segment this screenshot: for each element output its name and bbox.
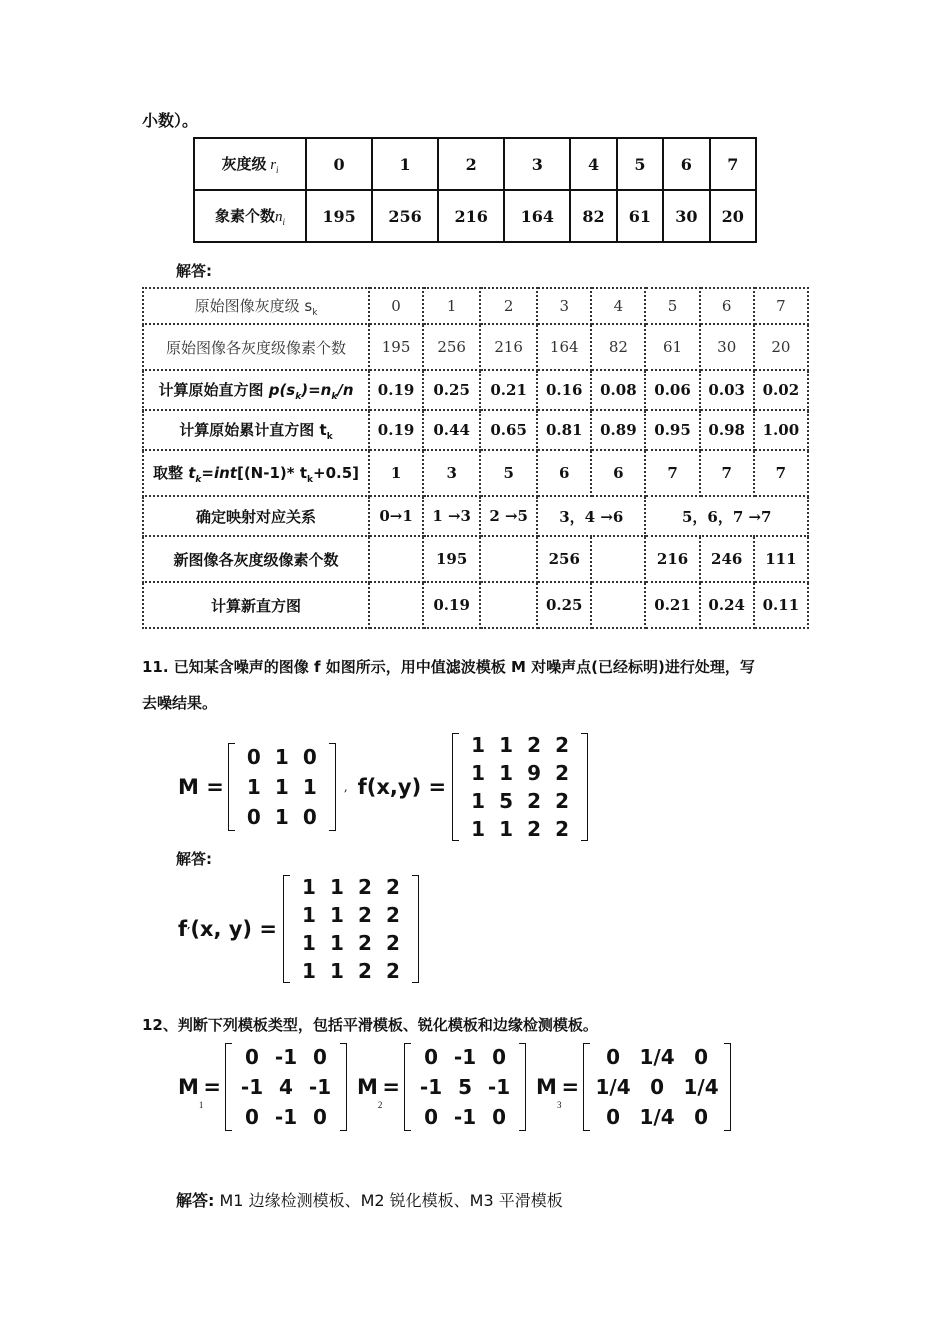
intro-text: 小数）。 — [142, 111, 199, 130]
matrix-grid — [295, 875, 407, 983]
table-cell: 216 — [480, 324, 537, 370]
table-cell: 5 — [645, 288, 699, 324]
matrix-body — [283, 875, 419, 983]
table-cell: 0.65 — [480, 410, 537, 450]
matrix-cell: 1 — [329, 959, 344, 983]
table-cell — [369, 536, 423, 582]
table-cell: 6 — [537, 450, 591, 496]
matrix-cell: 2 — [357, 931, 372, 955]
matrix-cell: 1 — [274, 775, 289, 799]
table-cell: 0.21 — [480, 370, 537, 410]
matrix-cell: 0 — [245, 1105, 259, 1129]
matrix-cell: 4 — [279, 1075, 293, 1099]
matrix-cell: 0 — [246, 805, 261, 829]
table-cell: 7 — [754, 450, 808, 496]
matrix-cell: 2 — [555, 733, 570, 757]
matrix-cell: 2 — [555, 761, 570, 785]
table-cell: 0.25 — [537, 582, 591, 628]
table-cell: 20 — [710, 190, 756, 242]
row-header: 计算新直方图 — [143, 582, 369, 628]
table-cell: 0 — [369, 288, 423, 324]
table-cell: 0.89 — [591, 410, 645, 450]
question-12-text: 12、判断下列模板类型，包括平滑模板、锐化模板和边缘检测模板。 — [142, 1016, 598, 1034]
matrix-f-prime — [178, 875, 419, 983]
table-cell: 0.95 — [645, 410, 699, 450]
table-cell — [480, 536, 537, 582]
table-cell: 0.24 — [700, 582, 754, 628]
matrix-grid — [591, 1045, 723, 1129]
matrix-cell: 1/4 — [639, 1045, 675, 1069]
matrix-label: f(x,y) = — [357, 775, 447, 799]
table-cell: 0→1 — [369, 496, 423, 536]
matrix-cell: 2 — [527, 789, 542, 813]
row-header: 新图像各灰度级像素个数 — [143, 536, 369, 582]
table-cell: 2 →5 — [480, 496, 537, 536]
matrix-cell: 9 — [527, 761, 542, 785]
matrix-cell: 1 — [329, 875, 344, 899]
matrix-label: $M_3=$ — [536, 1075, 580, 1110]
matrix-label: $M_1=$ — [178, 1075, 222, 1110]
matrix-cell: 1 — [301, 903, 316, 927]
table-row — [143, 370, 808, 410]
matrix-cell: 0 — [302, 805, 317, 829]
table-cell: 3 — [423, 450, 480, 496]
matrix-cell: 2 — [357, 959, 372, 983]
table-row — [143, 288, 808, 324]
matrix-label: $M_2=$ — [357, 1075, 401, 1110]
table-cell: 1 →3 — [423, 496, 480, 536]
matrix-cell: 1 — [499, 761, 514, 785]
table-cell: 6 — [700, 288, 754, 324]
matrix-cell: 2 — [385, 903, 400, 927]
matrix-cell: 1/4 — [595, 1075, 631, 1099]
matrix-cell: 2 — [357, 903, 372, 927]
matrix-cell: 1 — [329, 903, 344, 927]
table-cell — [369, 582, 423, 628]
matrix-cell: 2 — [385, 875, 400, 899]
table-row — [194, 138, 756, 190]
row-header: 确定映射对应关系 — [143, 496, 369, 536]
matrix-cell: 1 — [246, 775, 261, 799]
table-cell: 0.06 — [645, 370, 699, 410]
table-cell: 0.98 — [700, 410, 754, 450]
matrix-body — [225, 1043, 347, 1131]
matrix-grid — [464, 733, 576, 841]
matrix-cell: 1 — [471, 789, 486, 813]
matrix-cell: 0 — [492, 1105, 506, 1129]
table-cell: 7 — [645, 450, 699, 496]
table-row — [143, 536, 808, 582]
table-cell: 7 — [700, 450, 754, 496]
row-header: 原始图像灰度级 $s_k$ — [143, 288, 369, 324]
table-cell: 3 — [504, 138, 570, 190]
separator-comma: , — [343, 780, 348, 794]
table-cell: 195 — [306, 190, 372, 242]
matrix-cell: 0 — [694, 1045, 708, 1069]
matrix-cell: -1 — [453, 1105, 477, 1129]
table-cell: 6 — [591, 450, 645, 496]
gray-level-table — [193, 137, 757, 243]
table-cell: 61 — [617, 190, 663, 242]
matrix-cell: 2 — [555, 789, 570, 813]
matrix-body — [228, 743, 336, 831]
matrix-cell: 0 — [246, 745, 261, 769]
answer-text: M1 边缘检测模板、M2 锐化模板、M3 平滑模板 — [219, 1191, 563, 1210]
table-cell: 20 — [754, 324, 808, 370]
table-cell — [591, 582, 645, 628]
table-cell: 0.08 — [591, 370, 645, 410]
table-row — [143, 582, 808, 628]
row-header: 原始图像各灰度级像素个数 — [143, 324, 369, 370]
matrix-grid — [240, 745, 324, 829]
table-cell: 5 — [480, 450, 537, 496]
table-cell: 164 — [504, 190, 570, 242]
table-cell: 256 — [537, 536, 591, 582]
matrix-cell: 5 — [499, 789, 514, 813]
table-cell: 0.19 — [369, 370, 423, 410]
table-cell: 0.19 — [423, 582, 480, 628]
matrix-cell: 1 — [301, 931, 316, 955]
question-11-text: 11. 已知某含噪声的图像 f 如图所示，用中值滤波模板 M 对噪声点(已经标明)进行处理，写 — [142, 658, 755, 676]
answer-label: 解答: — [176, 850, 212, 868]
matrix-cell: 2 — [385, 931, 400, 955]
table-cell: 0.19 — [369, 410, 423, 450]
row-header: 取整 $t_k=int[(N-1)*$ $t_k+0.5$] — [143, 450, 369, 496]
matrix-cell: 0 — [302, 745, 317, 769]
matrix-cell: -1 — [419, 1075, 443, 1099]
matrix-cell: 0 — [313, 1105, 327, 1129]
table-cell: 1 — [372, 138, 438, 190]
matrix-label: f′(x, y) = — [178, 917, 277, 941]
answer-12 — [176, 1188, 563, 1211]
row-header: 计算原始直方图 $p(s_k)=n_k/n$ — [143, 370, 369, 410]
matrix-cell: 1/4 — [683, 1075, 719, 1099]
table-cell: 0.44 — [423, 410, 480, 450]
table-cell: 0.81 — [537, 410, 591, 450]
table-cell: 216 — [645, 536, 699, 582]
table-cell: 6 — [663, 138, 709, 190]
matrix-cell: -1 — [274, 1045, 298, 1069]
question-11-text-cont: 去噪结果。 — [142, 694, 218, 712]
matrix-cell: 0 — [606, 1045, 620, 1069]
matrix-row — [178, 1043, 731, 1131]
table-cell: 1 — [423, 288, 480, 324]
matrix-grid — [414, 1045, 516, 1129]
matrix-cell: 0 — [694, 1105, 708, 1129]
table-cell: 82 — [591, 324, 645, 370]
table-cell: 3，4 →6 — [537, 496, 645, 536]
matrix-cell: 1 — [301, 875, 316, 899]
matrix-cell: 0 — [313, 1045, 327, 1069]
table-cell: 0.03 — [700, 370, 754, 410]
matrix-cell: 0 — [606, 1105, 620, 1129]
matrix-body — [404, 1043, 526, 1131]
table-cell: 195 — [369, 324, 423, 370]
table-cell: 0 — [306, 138, 372, 190]
row-header: 象素个数$n_i$ — [194, 190, 306, 242]
table-row — [194, 190, 756, 242]
matrix-cell: 1 — [499, 733, 514, 757]
table-cell: 0.11 — [754, 582, 808, 628]
matrix-cell: 2 — [357, 875, 372, 899]
row-header: 计算原始累计直方图 $t_k$ — [143, 410, 369, 450]
matrix-cell: 2 — [555, 817, 570, 841]
table-row — [143, 450, 808, 496]
table-cell: 7 — [710, 138, 756, 190]
table-cell: 1 — [369, 450, 423, 496]
matrix-cell: 1 — [329, 931, 344, 955]
table-cell: 216 — [438, 190, 504, 242]
table-cell: 30 — [663, 190, 709, 242]
matrix-cell: 1 — [471, 817, 486, 841]
matrix-cell: 1 — [301, 959, 316, 983]
table-cell: 4 — [591, 288, 645, 324]
table-cell: 0.16 — [537, 370, 591, 410]
table-cell: 3 — [537, 288, 591, 324]
matrix-cell: -1 — [274, 1105, 298, 1129]
answer-label: 解答: — [176, 262, 212, 280]
matrix-cell: 2 — [385, 959, 400, 983]
matrix-cell: 1/4 — [639, 1105, 675, 1129]
table-cell — [480, 582, 537, 628]
table-cell: 256 — [372, 190, 438, 242]
table-cell: 82 — [570, 190, 616, 242]
table-cell: 2 — [480, 288, 537, 324]
table-cell: 0.25 — [423, 370, 480, 410]
matrix-cell: -1 — [453, 1045, 477, 1069]
matrix-cell: -1 — [308, 1075, 332, 1099]
matrix-cell: 2 — [527, 817, 542, 841]
row-header: 灰度级 $r_i$ — [194, 138, 306, 190]
matrix-body — [452, 733, 588, 841]
matrix-cell: 1 — [302, 775, 317, 799]
matrix-cell: 0 — [424, 1105, 438, 1129]
matrix-cell: 1 — [499, 817, 514, 841]
matrix-cell: 1 — [274, 745, 289, 769]
histogram-equalization-table — [142, 287, 809, 629]
table-cell: 4 — [570, 138, 616, 190]
table-cell: 2 — [438, 138, 504, 190]
table-cell: 246 — [700, 536, 754, 582]
matrix-cell: 0 — [650, 1075, 664, 1099]
table-cell: 7 — [754, 288, 808, 324]
matrix-label: M = — [178, 775, 224, 799]
table-cell: 111 — [754, 536, 808, 582]
matrix-grid — [235, 1045, 337, 1129]
matrix-cell: -1 — [240, 1075, 264, 1099]
matrix-cell: 1 — [471, 761, 486, 785]
table-cell: 0.02 — [754, 370, 808, 410]
table-cell: 61 — [645, 324, 699, 370]
table-cell — [591, 536, 645, 582]
matrix-cell: 1 — [471, 733, 486, 757]
matrix-cell: 0 — [245, 1045, 259, 1069]
table-cell: 5，6，7 →7 — [645, 496, 808, 536]
matrix-cell: 0 — [492, 1045, 506, 1069]
matrix-cell: 2 — [527, 733, 542, 757]
matrix-cell: -1 — [487, 1075, 511, 1099]
table-cell: 0.21 — [645, 582, 699, 628]
table-row — [143, 410, 808, 450]
matrix-cell: 5 — [458, 1075, 472, 1099]
table-cell: 30 — [700, 324, 754, 370]
table-cell: 256 — [423, 324, 480, 370]
table-cell: 5 — [617, 138, 663, 190]
matrix-m — [178, 733, 588, 841]
table-row — [143, 496, 808, 536]
matrix-cell: 1 — [274, 805, 289, 829]
table-cell: 164 — [537, 324, 591, 370]
matrix-body — [583, 1043, 731, 1131]
table-row — [143, 324, 808, 370]
table-cell: 195 — [423, 536, 480, 582]
table-cell: 1.00 — [754, 410, 808, 450]
matrix-cell: 0 — [424, 1045, 438, 1069]
answer-label: 解答: — [176, 1191, 215, 1210]
